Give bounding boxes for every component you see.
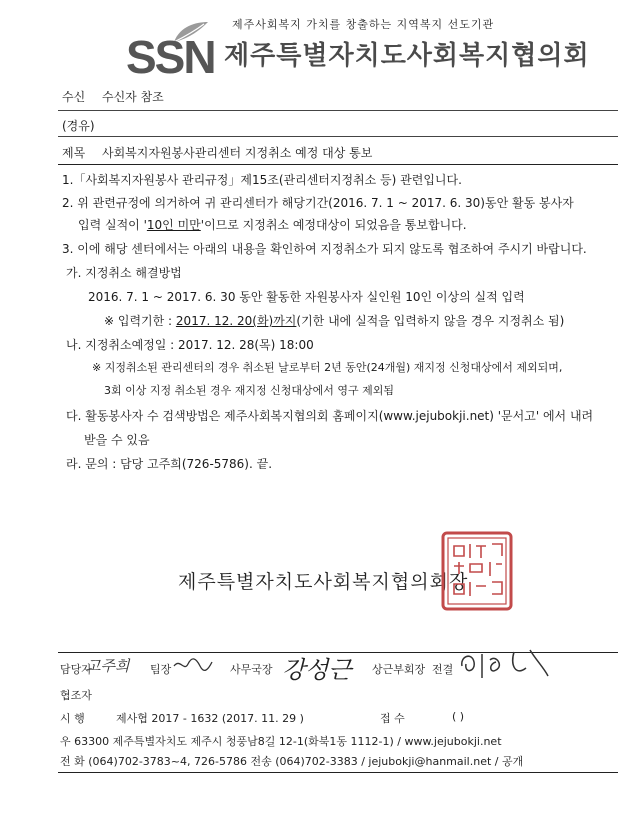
contact-line: 전 화 (064)702-3783~4, 726-5786 전송 (064)702-3383 / jejubokji@hanmail.net / 공개 xyxy=(60,755,524,768)
body-item-3: 3. 이에 해당 센터에서는 아래의 내용을 확인하여 지정취소가 되지 않도록 협조하여 주시기 바랍니다. xyxy=(62,242,587,256)
recipient-row xyxy=(62,88,164,105)
body-item-1: 1.「사회복지자원봉사 관리규정」제15조(관리센터지정취소 등) 관련입니다. xyxy=(62,173,462,187)
deadline-text: 2017. 12. 20(화)까지 xyxy=(175,314,297,328)
recipient-label: 수신 xyxy=(62,90,86,104)
section-ra-line: 라. 문의 : 담당 고주희(726-5786). 끝. xyxy=(66,457,273,471)
body-item-2-line2 xyxy=(78,217,467,233)
divider xyxy=(58,110,618,111)
drafter-label: 담당자 xyxy=(60,663,92,676)
subject-value: 사회복지자원봉사관리센터 지정취소 예정 대상 통보 xyxy=(102,146,373,160)
body-item-2-line1: 2. 위 관련규정에 의거하여 귀 관리센터가 해당기간(2016. 7. 1 ~ 2017. 6. 30)동안 활동 봉사자 xyxy=(62,196,574,210)
assistant-label: 협조자 xyxy=(60,689,92,702)
vp-decision: 전결 xyxy=(432,663,454,676)
letterhead-slogan: 제주사회복지 가치를 창출하는 지역복지 선도기관 xyxy=(232,18,495,31)
divider xyxy=(58,164,618,165)
section-ga-line1: 2016. 7. 1 ~ 2017. 6. 30 동안 활동한 자원봉사자 실인원 10인 이상의 실적 입력 xyxy=(88,290,525,304)
underlined-text: 10인 미만 xyxy=(146,218,201,232)
secretary-label: 사무국장 xyxy=(230,663,273,676)
section-ga-title: 가. 지정취소 해결방법 xyxy=(66,266,182,280)
enforce-label: 시 행 xyxy=(60,712,85,725)
receive-value: ( ) xyxy=(452,710,465,723)
vp-signature-icon xyxy=(456,646,552,680)
body-text-segment: (기한 내에 실적을 입력하지 않을 경우 지정취소 됨) xyxy=(296,314,565,328)
receive-label: 접 수 xyxy=(380,712,405,725)
divider xyxy=(58,136,618,137)
secretary-signature: 강성근 xyxy=(282,656,352,684)
team-lead-signature-icon xyxy=(172,654,214,674)
recipient-value: 수신자 참조 xyxy=(102,90,164,104)
team-lead-label: 팀장 xyxy=(150,663,172,676)
vp-label: 상근부회장 xyxy=(372,663,426,676)
subject-row xyxy=(62,144,372,161)
section-na-note2: 3회 이상 지정 취소된 경우 재지정 신청대상에서 영구 제외됨 xyxy=(104,384,394,397)
section-na-note1: ※ 지정취소된 관리센터의 경우 취소된 날로부터 2년 동안(24개월) 재지정 신청대상에서 제외되며, xyxy=(92,361,563,374)
divider xyxy=(58,772,618,773)
section-da-line2: 받을 수 있음 xyxy=(84,433,150,447)
drafter-signature: 고주희 xyxy=(86,657,130,675)
signer-title: 제주특별자치도사회복지협의회장 xyxy=(178,571,469,593)
address-line: 우 63300 제주특별자치도 제주시 청풍남8길 12-1(화북1동 1112-1) / www.jejubokji.net xyxy=(60,735,502,748)
official-seal-icon xyxy=(440,530,514,612)
section-ga-line2 xyxy=(104,313,564,329)
body-text-segment: ※ 입력기한 : xyxy=(104,314,176,328)
ssn-logo: SSN xyxy=(126,31,215,83)
enforce-value: 제사협 2017 - 1632 (2017. 11. 29 ) xyxy=(116,712,304,725)
section-na-title: 나. 지정취소예정일 : 2017. 12. 28(목) 18:00 xyxy=(66,338,314,352)
body-text-segment: 입력 실적이 ' xyxy=(78,218,147,232)
section-da-line1: 다. 활동봉사자 수 검색방법은 제주사회복지협의회 홈페이지(www.jejubokji.net) '문서고' 에서 내려 xyxy=(66,409,594,423)
via-label: (경유) xyxy=(62,119,95,133)
body-text-segment: '이므로 지정취소 예정대상이 되었음을 통보합니다. xyxy=(200,218,467,232)
subject-label: 제목 xyxy=(62,146,86,160)
letterhead-org-name: 제주특별자치도사회복지협의회 xyxy=(224,41,590,71)
